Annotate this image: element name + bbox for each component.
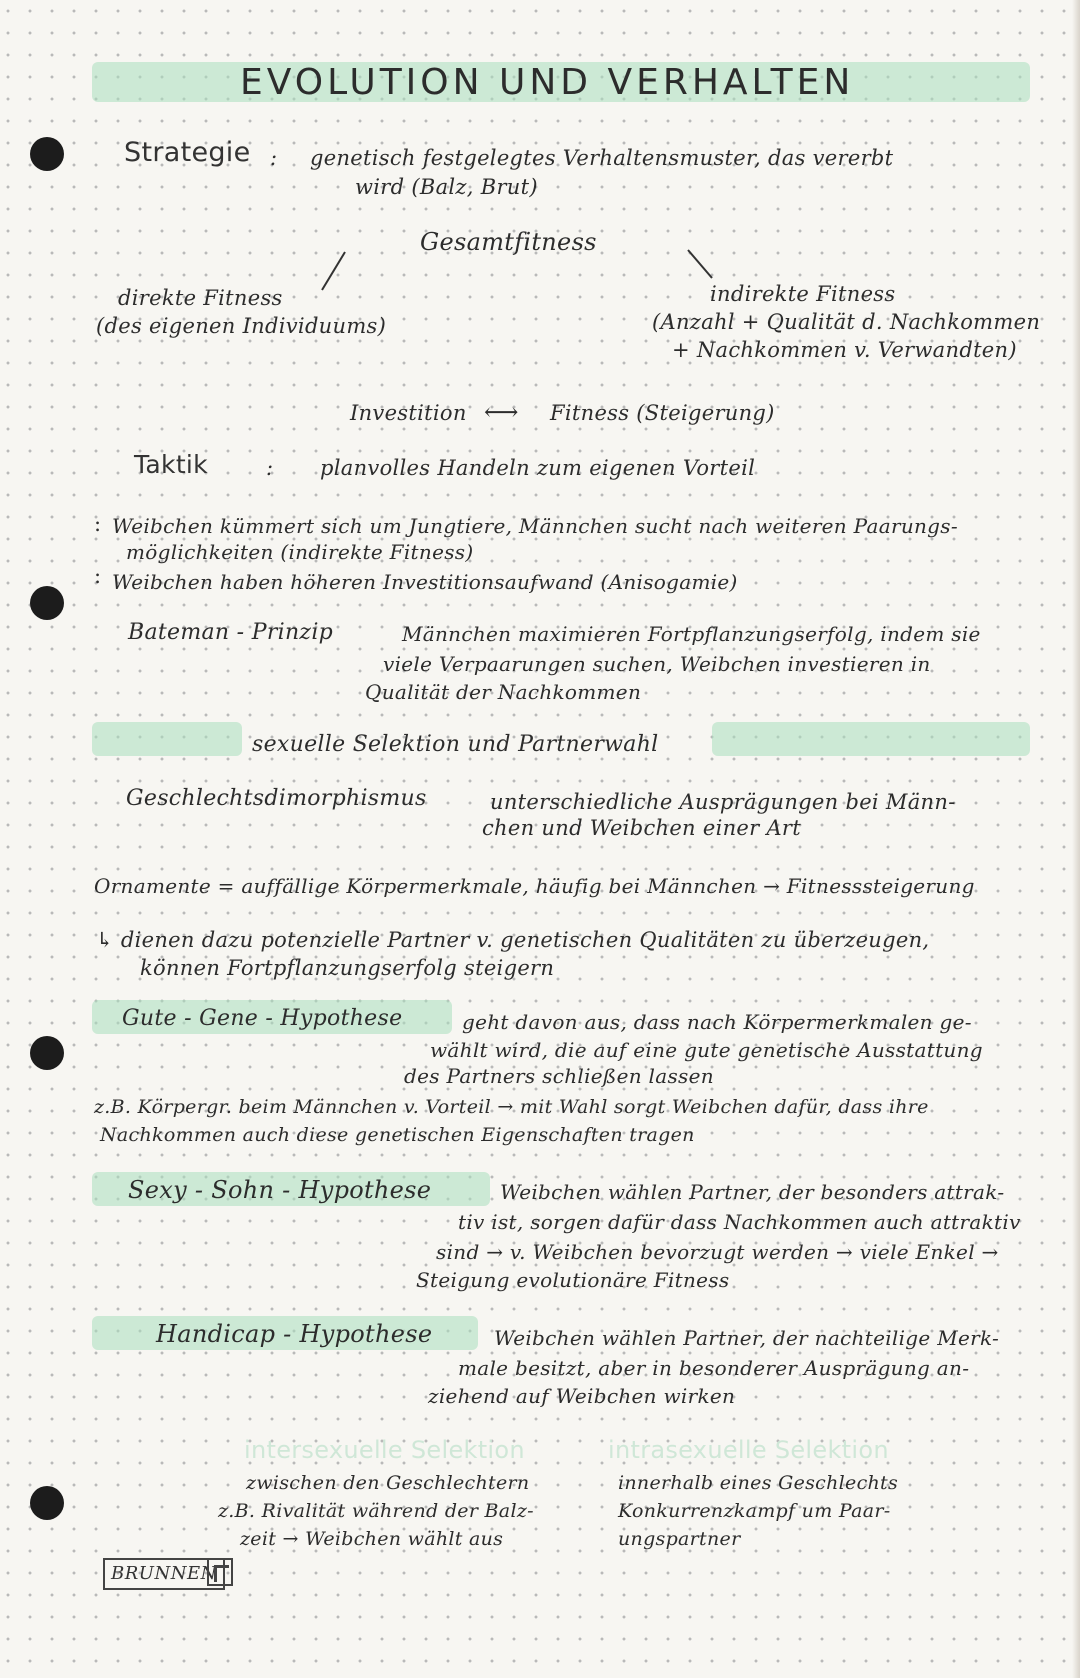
intersexuell-line2: z.B. Rivalität während der Balz- xyxy=(218,1500,534,1522)
gesamtfitness-label: Gesamtfitness xyxy=(420,228,597,256)
section-highlight-left xyxy=(92,722,242,756)
bateman-term: Bateman - Prinzip xyxy=(128,620,334,645)
intersexuell-line3: zeit → Weibchen wählt aus xyxy=(240,1528,504,1550)
bullet-dot: : xyxy=(94,512,102,536)
dimorphismus-line2: chen und Weibchen einer Art xyxy=(482,816,802,840)
handicap-term: Handicap - Hypothese xyxy=(156,1320,433,1348)
investition-label: Investition xyxy=(350,401,467,425)
bateman-line2: viele Verpaarungen suchen, Weibchen investieren in xyxy=(383,652,931,676)
intersexuell-line1: zwischen den Geschlechtern xyxy=(246,1472,530,1494)
bullet-dot: : xyxy=(94,564,102,588)
direkte-fitness-title: direkte Fitness xyxy=(118,286,283,310)
brand-logo-text: BRUNNEN xyxy=(103,1558,225,1590)
strategie-colon: : xyxy=(270,146,278,170)
gute-gene-term: Gute - Gene - Hypothese xyxy=(122,1006,403,1031)
sexy-sohn-line4: Steigung evolutionäre Fitness xyxy=(416,1268,730,1292)
sexy-sohn-line1: Weibchen wählen Partner, der besonders attrak- xyxy=(500,1180,1005,1204)
bullet1-line2: möglichkeiten (indirekte Fitness) xyxy=(126,540,474,564)
dimorphismus-line1: unterschiedliche Ausprägungen bei Männ- xyxy=(490,790,956,814)
bateman-line1: Männchen maximieren Fortpflanzungserfolg, indem sie xyxy=(402,622,981,646)
brand-logo-icon xyxy=(207,1558,233,1586)
page-title: EVOLUTION UND VERHALTEN xyxy=(240,62,855,103)
bateman-line3: Qualität der Nachkommen xyxy=(365,680,642,704)
gute-gene-line2: wählt wird, die auf eine gute genetische Ausstattung xyxy=(430,1038,983,1062)
indirekte-fitness-note2: + Nachkommen v. Verwandten) xyxy=(672,338,1017,362)
ornamente-line3: können Fortpflanzungserfolg steigern xyxy=(140,956,555,980)
sexy-sohn-line2: tiv ist, sorgen dafür dass Nachkommen auch attraktiv xyxy=(458,1210,1021,1234)
indirekte-fitness-title: indirekte Fitness xyxy=(710,282,896,306)
bullet2: Weibchen haben höheren Investitionsaufwand (Anisogamie) xyxy=(112,570,738,594)
intrasexuell-line3: ungspartner xyxy=(618,1528,741,1550)
connector-right xyxy=(688,250,712,278)
intrasexuell-line1: innerhalb eines Geschlechts xyxy=(618,1472,899,1494)
double-arrow-icon: ⟷ xyxy=(484,398,519,426)
sexy-sohn-term: Sexy - Sohn - Hypothese xyxy=(128,1176,432,1204)
strategie-definition-line2: wird (Balz, Brut) xyxy=(355,175,538,199)
taktik-definition: planvolles Handeln zum eigenen Vorteil xyxy=(320,456,756,480)
ornamente-line2: ↳ dienen dazu potenzielle Partner v. genetischen Qualitäten zu überzeugen, xyxy=(96,928,930,952)
fitness-steigerung-label: Fitness (Steigerung) xyxy=(550,401,775,425)
intersexuell-title: intersexuelle Selektion xyxy=(244,1436,525,1464)
ornamente-line1: Ornamente = auffällige Körpermerkmale, häufig bei Männchen → Fitnesssteigerung xyxy=(94,874,975,898)
taktik-term: Taktik xyxy=(134,450,208,479)
taktik-colon: : xyxy=(266,456,274,480)
strategie-definition-line1: genetisch festgelegtes Verhaltensmuster, das vererbt xyxy=(310,146,894,170)
gute-gene-example1: z.B. Körpergr. beim Männchen v. Vorteil → mit Wahl sorgt Weibchen dafür, dass ihre xyxy=(94,1096,929,1118)
handicap-line1: Weibchen wählen Partner, der nachteilige Merk- xyxy=(494,1326,1000,1350)
strategie-term: Strategie xyxy=(124,137,251,168)
dimorphismus-term: Geschlechtsdimorphismus xyxy=(126,786,427,811)
connector-left xyxy=(322,252,345,290)
intrasexuell-title: intrasexuelle Selektion xyxy=(608,1436,889,1464)
handicap-line2: male besitzt, aber in besonderer Ausprägung an- xyxy=(458,1356,970,1380)
indirekte-fitness-note1: (Anzahl + Qualität d. Nachkommen xyxy=(652,310,1041,334)
gute-gene-example2: Nachkommen auch diese genetischen Eigenschaften tragen xyxy=(100,1124,695,1146)
bullet1-line1: Weibchen kümmert sich um Jungtiere, Männchen sucht nach weiteren Paarungs- xyxy=(112,514,958,538)
gute-gene-line3: des Partners schließen lassen xyxy=(404,1064,714,1088)
intrasexuell-line2: Konkurrenzkampf um Paar- xyxy=(618,1500,891,1522)
section-highlight-right xyxy=(712,722,1030,756)
section-heading: sexuelle Selektion und Partnerwahl xyxy=(252,732,659,757)
sexy-sohn-line3: sind → v. Weibchen bevorzugt werden → viele Enkel → xyxy=(436,1240,999,1264)
direkte-fitness-note: (des eigenen Individuums) xyxy=(96,314,387,338)
gute-gene-line1: geht davon aus, dass nach Körpermerkmalen ge- xyxy=(462,1010,972,1034)
handicap-line3: ziehend auf Weibchen wirken xyxy=(428,1384,736,1408)
